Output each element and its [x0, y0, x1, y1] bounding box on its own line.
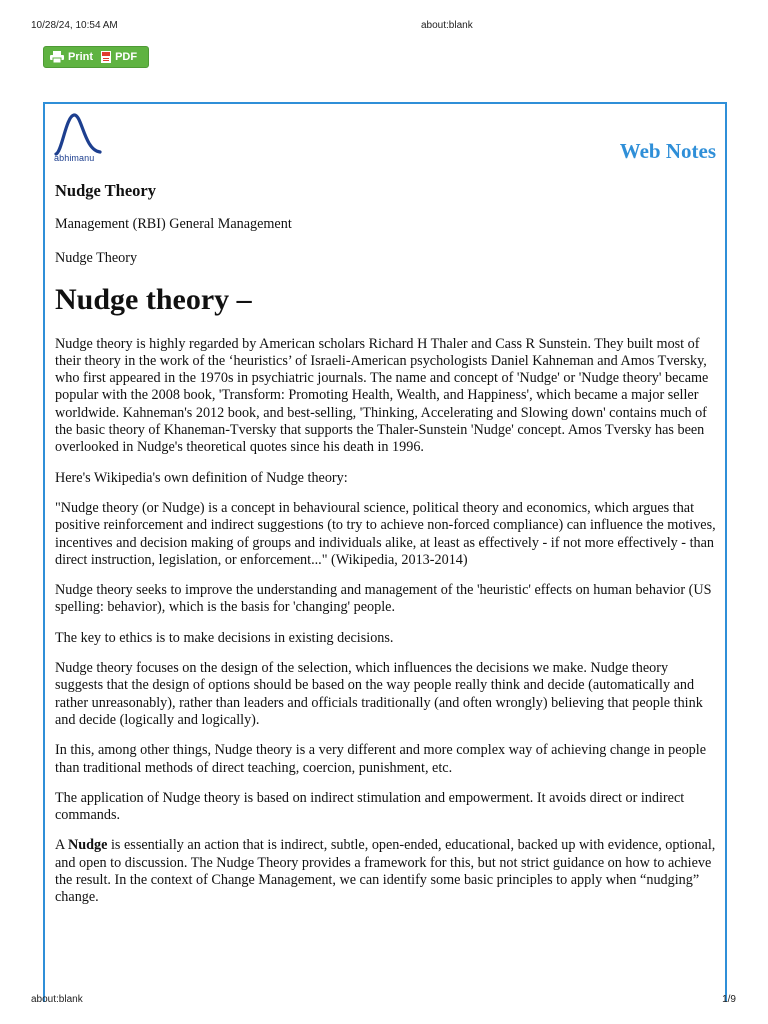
- article-subtitle: Nudge Theory: [55, 250, 138, 267]
- paragraph: The key to ethics is to make decisions in existing decisions.: [55, 629, 394, 646]
- article-body: [55, 180, 717, 920]
- paragraph: The application of Nudge theory is based on indirect stimulation and empowerment. It avoids direct or indirect commands.: [55, 789, 685, 824]
- paragraph: Nudge theory seeks to improve the understanding and management of the 'heuristic' effects on human behavior (US spelling: behavior), which is the basis for 'changing' people.: [55, 582, 712, 616]
- paragraph: In this, among other things, Nudge theory is a very different and more complex way of achieving change in people than traditional methods of direct teaching, coercion, punishment, etc.: [55, 742, 706, 776]
- paragraph: Nudge theory focuses on the design of the selection, which influences the decisions we make. Nudge theory suggests that the design of options should be based on the way people really think and decide (automatically and rather unreasonably), rather than leaders and officials traditionally (and often wrongly) believing that people think and decide (logically and logically).: [55, 660, 703, 728]
- footer-url: about:blank: [31, 994, 83, 1005]
- nudge-rest: is essentially an action that is indirect, subtle, open-ended, educational, backed up with evidence, optional, and open to discussion. The Nudge Theory provides a framework for this, but not strict guidance on how to achieve the result. In the context of Change Management, we can identify some basic principles to apply when “nudging” change.: [55, 837, 716, 906]
- site-title: Web Notes: [619, 139, 716, 163]
- print-datetime: 10/28/24, 10:54 AM: [31, 20, 118, 31]
- article-heading: Nudge Theory: [55, 181, 156, 200]
- article-title: Nudge theory –: [55, 282, 252, 316]
- paragraph: Here's Wikipedia's own definition of Nudge theory:: [55, 469, 348, 486]
- print-label: Print: [68, 51, 94, 63]
- pdf-label: PDF: [115, 51, 138, 63]
- nudge-prefix: A: [55, 837, 69, 854]
- pdf-icon: [101, 51, 111, 63]
- article-category: Management (RBI) General Management: [55, 216, 292, 232]
- logo-text: abhimanu: [54, 153, 95, 163]
- printer-icon: [50, 51, 64, 63]
- page-number: 1/9: [722, 994, 736, 1005]
- print-pdf-button[interactable]: [43, 46, 149, 68]
- print-url: about:blank: [421, 20, 473, 31]
- paragraph: Nudge theory is highly regarded by American scholars Richard H Thaler and Cass R Sunstein. They built most of their theory in the work of the ‘heuristics’ of Israeli-American psychologists Daniel Kahneman and Amos Tversky, who first appeared in the 1970s in psychiatric journals. The name and concept of 'Nudge' or 'Nudge theory' became popular with the 2008 book, 'Transform: Promoting Health, Wealth, and Happiness', which became a major seller worldwide. Kahneman's 2012 book, and best-selling, 'Thinking, Accelerating and Slowing down' contains much of the basic theory of Khaneman-Tversky that supports the Thaler-Sunstein 'Nudge' concept. Amos Tversky has been overlooked in Nudge's theoretical quotes since his death in 1996.: [55, 335, 709, 456]
- paragraph: "Nudge theory (or Nudge) is a concept in behavioural science, political theory and economics, which argues that positive reinforcement and indirect suggestions (to try to achieve non-forced compliance) can influence the motives, incentives and decision making of groups and individuals alike, at least as effectively - if not more effectively - than direct instruction, legislation, or enforcement..." (Wikipedia, 2013-2014): [55, 499, 716, 568]
- nudge-bold: Nudge: [68, 837, 108, 854]
- paragraph-nudge: [55, 837, 717, 906]
